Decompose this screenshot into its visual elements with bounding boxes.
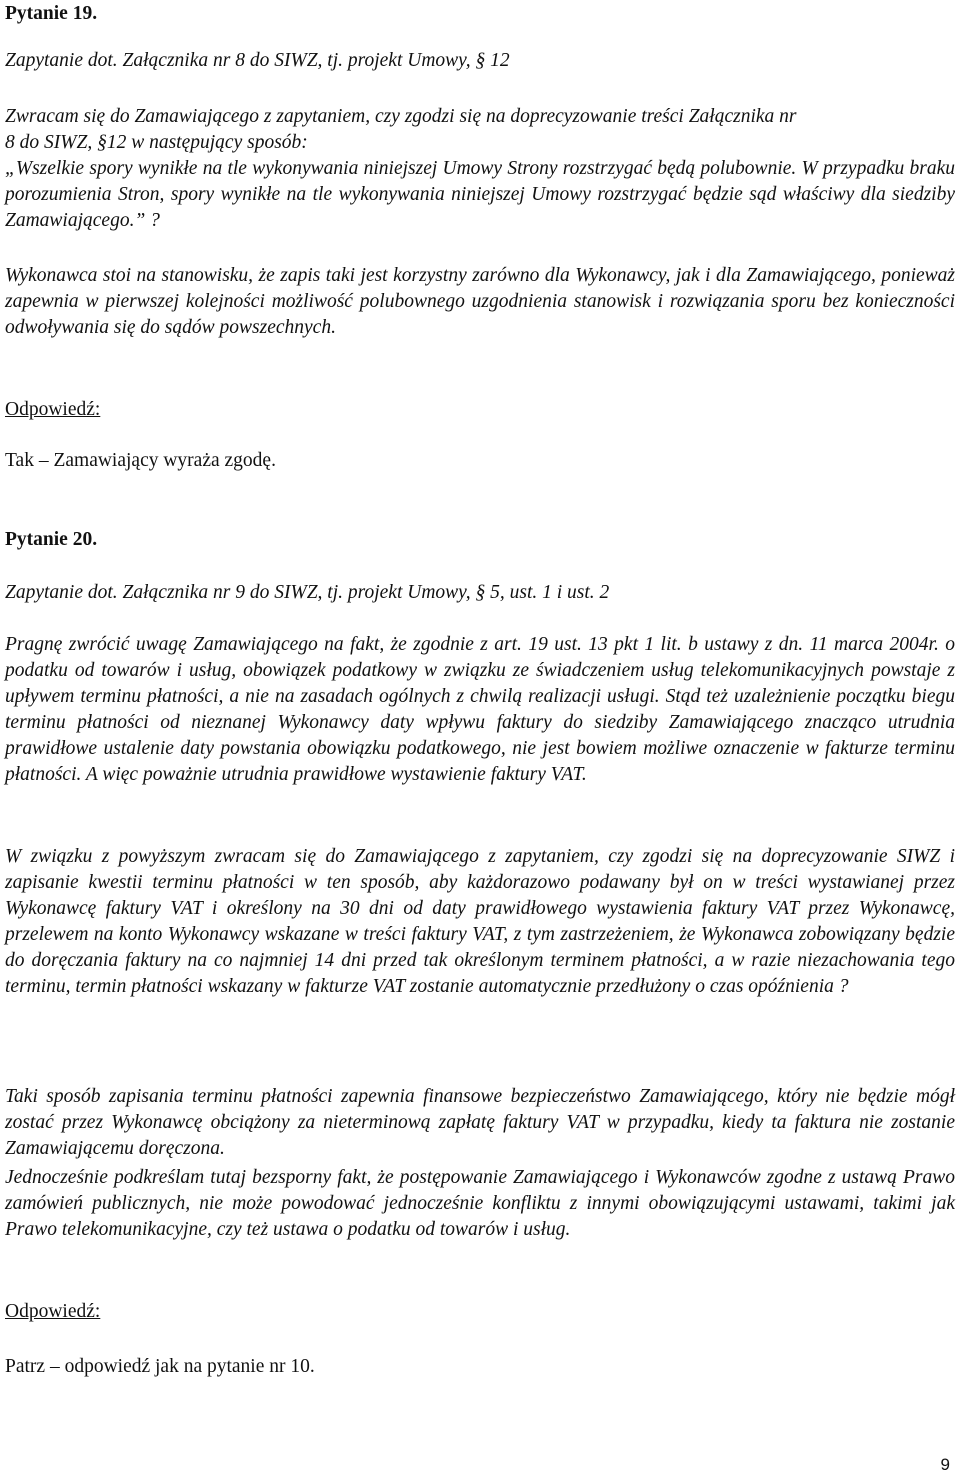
question-20-answer: Patrz – odpowiedź jak na pytanie nr 10. (5, 1356, 315, 1377)
question-19-answer-label: Odpowiedź: (5, 399, 101, 420)
question-20-title: Pytanie 20. (5, 529, 98, 550)
question-20-subject: Zapytanie dot. Załącznika nr 9 do SIWZ, tj. projekt Umowy, § 5, ust. 1 i ust. 2 (5, 582, 610, 603)
question-19-title: Pytanie 19. (5, 3, 98, 24)
question-19-request-line-2: 8 do SIWZ, §12 w następujący sposób: (5, 132, 308, 153)
question-20-paragraph-1: Pragnę zwrócić uwagę Zamawiającego na fakt, że zgodnie z art. 19 ust. 13 pkt 1 lit. b ustawy z dn. 11 marca 2004r. o podatku od towarów i usług, obowiązek podatkowy w związku ze świadczeniem usług telekomunikacyjnych powstaje z upływem terminu płatności, a nie na zasadach ogólnych z chwilą realizacji usługi. Stąd też uzależnienie początku biegu terminu płatności od nieznanej Wykonawcy daty wpływu faktury do siedziby Zamawiającego znacząco utrudnia prawidłowe ustalenie daty powstania obowiązku podatkowego, nie jest bowiem możliwe oznaczenie w fakturze terminu płatności. A więc poważnie utrudnia prawidłowe wystawienie faktury VAT. (5, 634, 955, 785)
question-19-request (5, 104, 955, 156)
question-19-subject: Zapytanie dot. Załącznika nr 8 do SIWZ, tj. projekt Umowy, § 12 (5, 50, 510, 71)
question-19-quote: „Wszelkie spory wynikłe na tle wykonywania niniejszej Umowy Strony rozstrzygać będą polubownie. W przypadku braku porozumienia Stron, spory wynikłe na tle wykonywania niniejszej Umowy rozstrzygać będzie sąd właściwy dla siedziby Zamawiającego.” ? (5, 158, 955, 231)
question-19-answer: Tak – Zamawiający wyraża zgodę. (5, 450, 276, 471)
question-20-paragraph-2: W związku z powyższym zwracam się do Zamawiającego z zapytaniem, czy zgodzi się na doprecyzowanie SIWZ i zapisanie kwestii terminu płatności w ten sposób, aby każdorazowo podawany był on w treści wystawianej przez Wykonawcę faktury VAT i określony na 30 dni od daty prawidłowego wystawienia faktury VAT przez Wykonawcę, przelewem na konto Wykonawcy wskazane w treści faktury VAT, z tym zastrzeżeniem, że Wykonawca zobowiązany będzie do doręczania faktury na co najmniej 14 dni przed tak określonym terminem płatności, a w razie niezachowania tego terminu, termin płatności wskazany w fakturze VAT zostanie automatycznie przedłużony o czas opóźnienia ? (5, 846, 955, 997)
question-20-answer-label: Odpowiedź: (5, 1301, 101, 1322)
question-19-justification: Wykonawca stoi na stanowisku, że zapis taki jest korzystny zarówno dla Wykonawcy, jak i dla Zamawiającego, ponieważ zapewnia w pierwszej kolejności możliwość polubownego uzgodnienia stanowisk i rozwiązania sporu bez konieczności odwoływania się do sądów powszechnych. (5, 265, 955, 338)
question-19-request-line-1: Zwracam się do Zamawiającego z zapytaniem, czy zgodzi się na doprecyzowanie treści Załącznika nr (5, 106, 797, 127)
page-number: 9 (940, 1455, 950, 1474)
question-20-paragraph-4: Jednocześnie podkreślam tutaj bezsporny fakt, że postępowanie Zamawiającego i Wykonawców zgodne z ustawą Prawo zamówień publicznych, nie może powodować jednocześnie konfliktu z innymi obowiązującymi ustawami, takimi jak Prawo telekomunikacyjne, czy też ustawa o podatku od towarów i usług. (5, 1167, 955, 1240)
question-20-paragraph-3: Taki sposób zapisania terminu płatności zapewnia finansowe bezpieczeństwo Zamawiającego, który nie będzie mógł zostać przez Wykonawcę obciążony za nieterminową zapłatę faktury VAT w przypadku, kiedy ta faktura nie zostanie Zamawiającemu doręczona. (5, 1086, 955, 1159)
